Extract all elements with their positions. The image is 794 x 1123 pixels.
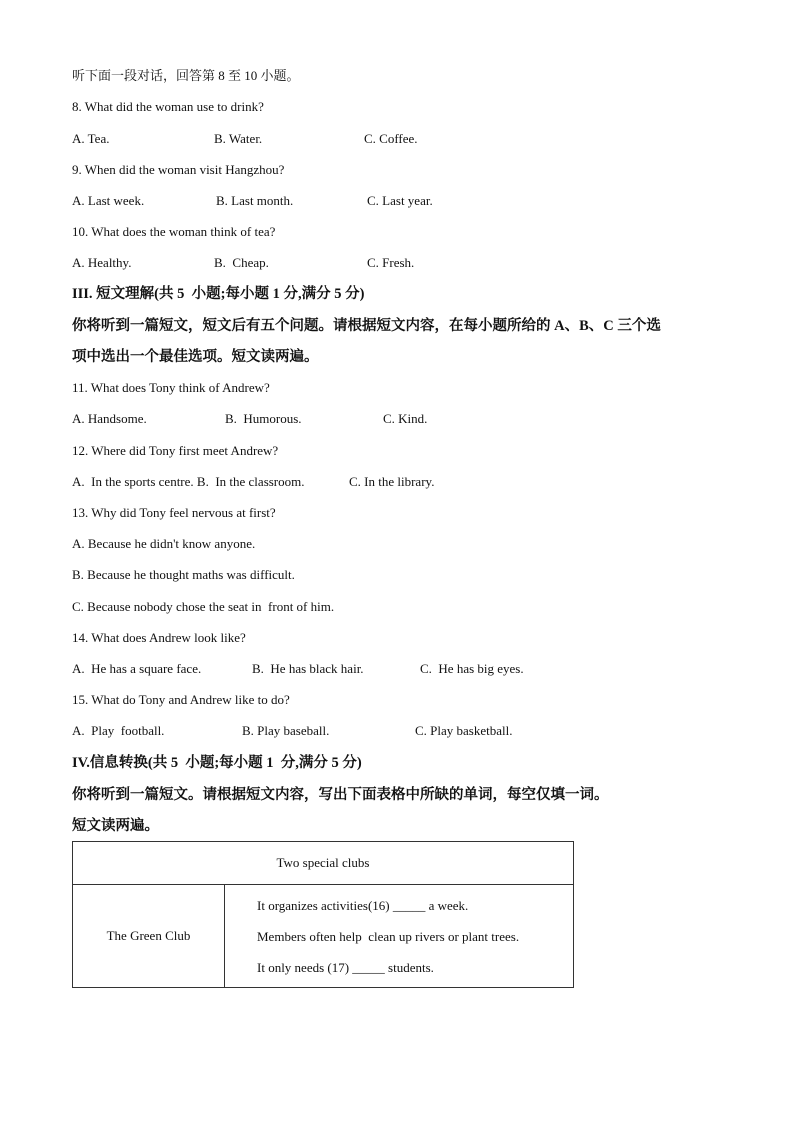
option-13b: B. Because he thought maths was difficult. [72,567,295,582]
green-club-details [225,885,574,988]
option-13c: C. Because nobody chose the seat in front of him. [72,599,335,614]
option-14a: A. He has a square face. [72,661,202,676]
question-10: 10. What does the woman think of tea? [72,224,276,239]
option-11c: C. Kind. [383,411,428,426]
question-12: 12. Where did Tony first meet Andrew? [72,443,279,458]
option-9b: B. Last month. [216,193,294,208]
question-9: 9. When did the woman visit Hangzhou? [72,162,285,177]
option-11a: A. Handsome. [72,411,147,426]
section-3-instruction-1: 你将听到一篇短文，短文后有五个问题。请根据短文内容，在每小题所给的 A、B、C 三个选 [72,318,661,334]
option-15a: A. Play football. [72,723,165,738]
question-11: 11. What does Tony think of Andrew? [72,380,270,395]
green-club-line-1: It organizes activities(16) _____ a week. [257,897,469,913]
option-8c: C. Coffee. [364,131,418,146]
green-club-line-2: Members often help clean up rivers or plant trees. [257,928,520,944]
intro-q8-10: 听下面一段对话，回答第 8 至 10 小题。 [72,68,300,83]
question-13: 13. Why did Tony feel nervous at first? [72,505,276,520]
green-club-line-3: It only needs (17) _____ students. [257,959,434,975]
section-3-title: III. 短文理解(共 5 小题;每小题 1 分,满分 5 分) [72,286,365,302]
option-10b: B. Cheap. [214,255,269,270]
option-9a: A. Last week. [72,193,145,208]
table-header: Two special clubs [73,842,574,885]
green-club-label: The Green Club [73,885,225,988]
section-4-instruction-2: 短文读两遍。 [72,818,159,834]
option-10a: A. Healthy. [72,255,132,270]
question-14: 14. What does Andrew look like? [72,630,246,645]
clubs-table [72,841,574,988]
section-3-instruction-2: 项中选出一个最佳选项。短文读两遍。 [72,349,319,365]
option-11b: B. Humorous. [225,411,302,426]
option-13a: A. Because he didn't know anyone. [72,536,256,551]
option-15b: B. Play baseball. [242,723,330,738]
option-15c: C. Play basketball. [415,723,513,738]
question-15: 15. What do Tony and Andrew like to do? [72,692,290,707]
section-4-instruction-1: 你将听到一篇短文。请根据短文内容，写出下面表格中所缺的单词，每空仅填一词。 [72,787,609,803]
section-4-title: IV.信息转换(共 5 小题;每小题 1 分,满分 5 分) [72,755,362,771]
option-10c: C. Fresh. [367,255,415,270]
option-12ab: A. In the sports centre. B. In the classroom. [72,474,305,489]
option-12c: C. In the library. [349,474,435,489]
question-8: 8. What did the woman use to drink? [72,99,264,114]
option-14c: C. He has big eyes. [420,661,524,676]
option-8b: B. Water. [214,131,263,146]
option-9c: C. Last year. [367,193,433,208]
option-14b: B. He has black hair. [252,661,364,676]
option-8a: A. Tea. [72,131,110,146]
